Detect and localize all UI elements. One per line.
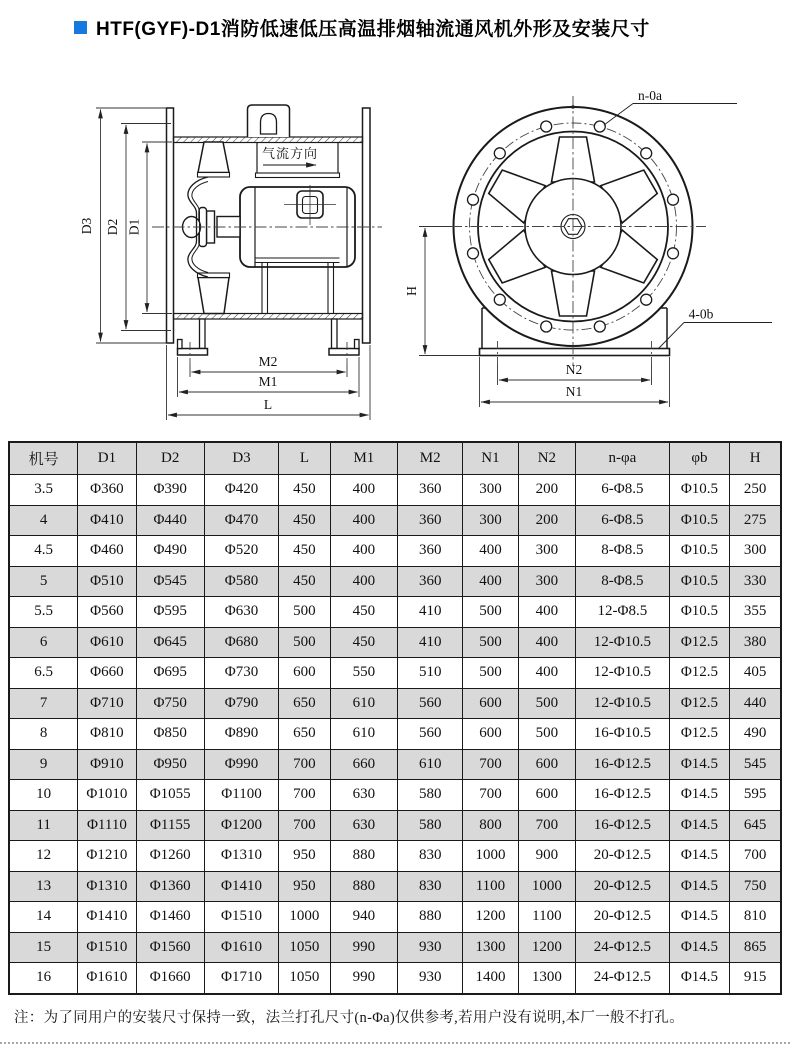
airflow-direction-label: 气流方向: [261, 146, 319, 161]
table-cell: 500: [463, 597, 518, 628]
table-cell: 6-Φ8.5: [576, 475, 669, 506]
table-cell: 510: [398, 658, 463, 689]
table-cell: Φ14.5: [669, 963, 730, 994]
table-cell: 500: [279, 597, 330, 628]
table-cell: 545: [730, 749, 781, 780]
table-cell: 600: [518, 749, 576, 780]
table-cell: 400: [518, 627, 576, 658]
table-cell: Φ1560: [136, 932, 204, 963]
base-holes-label: 4-0b: [688, 306, 714, 322]
dim-label-l: L: [263, 397, 273, 412]
table-cell: Φ810: [78, 719, 136, 750]
column-header: N2: [518, 442, 576, 475]
table-cell: 560: [398, 688, 463, 719]
table-row: [9, 505, 781, 536]
table-row: [9, 475, 781, 506]
column-header: 机号: [9, 442, 78, 475]
table-cell: Φ14.5: [669, 902, 730, 933]
table-header-row: [9, 442, 781, 475]
table-row: [9, 902, 781, 933]
table-cell: Φ360: [78, 475, 136, 506]
table-cell: Φ510: [78, 566, 136, 597]
title-bullet-icon: [74, 21, 87, 34]
table-cell: 12-Φ10.5: [576, 658, 669, 689]
dimension-table: [8, 441, 782, 995]
table-cell: Φ10.5: [669, 566, 730, 597]
table-cell: Φ630: [204, 597, 278, 628]
table-cell: 440: [730, 688, 781, 719]
table-cell: Φ10.5: [669, 597, 730, 628]
table-row: [9, 597, 781, 628]
table-cell: 400: [518, 597, 576, 628]
table-cell: Φ520: [204, 536, 278, 567]
column-header: D2: [136, 442, 204, 475]
table-cell: Φ10.5: [669, 505, 730, 536]
table-cell: 830: [398, 841, 463, 872]
table-cell: 5.5: [9, 597, 78, 628]
table-cell: 990: [330, 963, 398, 994]
table-cell: Φ1410: [78, 902, 136, 933]
table-cell: Φ1310: [78, 871, 136, 902]
table-cell: 800: [463, 810, 518, 841]
table-row: [9, 963, 781, 994]
table-cell: Φ1210: [78, 841, 136, 872]
table-cell: 450: [279, 475, 330, 506]
table-cell: Φ1510: [78, 932, 136, 963]
table-row: [9, 810, 781, 841]
table-cell: 560: [398, 719, 463, 750]
footnote: 注：为了同用户的安装尺寸保持一致，法兰打孔尺寸(n-Φa)仅供参考,若用户没有说明,本厂一般不打孔。: [14, 1010, 685, 1026]
table-cell: 550: [330, 658, 398, 689]
table-cell: Φ470: [204, 505, 278, 536]
inlet-flange: [167, 108, 174, 343]
table-cell: 400: [330, 566, 398, 597]
table-row: [9, 719, 781, 750]
table-cell: 950: [279, 841, 330, 872]
table-row: [9, 688, 781, 719]
table-cell: Φ1260: [136, 841, 204, 872]
table-cell: 10: [9, 780, 78, 811]
table-cell: Φ420: [204, 475, 278, 506]
table-cell: 9: [9, 749, 78, 780]
table-cell: 6.5: [9, 658, 78, 689]
table-cell: Φ890: [204, 719, 278, 750]
table-cell: 400: [330, 505, 398, 536]
table-cell: 400: [330, 475, 398, 506]
table-cell: 1100: [463, 871, 518, 902]
table-cell: Φ910: [78, 749, 136, 780]
table-cell: 360: [398, 566, 463, 597]
column-header: H: [730, 442, 781, 475]
dim-label-d1: D1: [126, 218, 142, 236]
table-cell: 500: [518, 688, 576, 719]
dim-label-m1: M1: [258, 374, 278, 389]
table-cell: 1200: [463, 902, 518, 933]
table-cell: Φ14.5: [669, 780, 730, 811]
table-cell: 410: [398, 627, 463, 658]
table-cell: 880: [398, 902, 463, 933]
table-cell: Φ1610: [78, 963, 136, 994]
table-cell: 610: [398, 749, 463, 780]
table-cell: 645: [730, 810, 781, 841]
table-cell: 360: [398, 505, 463, 536]
table-cell: 8-Φ8.5: [576, 566, 669, 597]
table-cell: Φ1310: [204, 841, 278, 872]
table-cell: Φ12.5: [669, 719, 730, 750]
table-cell: Φ1610: [204, 932, 278, 963]
table-cell: 1100: [518, 902, 576, 933]
table-cell: Φ660: [78, 658, 136, 689]
table-cell: 3.5: [9, 475, 78, 506]
table-cell: 24-Φ12.5: [576, 932, 669, 963]
column-header: φb: [669, 442, 730, 475]
table-row: [9, 780, 781, 811]
table-cell: 300: [730, 536, 781, 567]
table-cell: 650: [279, 688, 330, 719]
table-header: [9, 442, 781, 475]
table-cell: 450: [330, 627, 398, 658]
table-cell: Φ12.5: [669, 658, 730, 689]
table-cell: Φ1155: [136, 810, 204, 841]
table-cell: 880: [330, 871, 398, 902]
table-cell: Φ1100: [204, 780, 278, 811]
table-cell: 6: [9, 627, 78, 658]
table-cell: Φ1660: [136, 963, 204, 994]
table-cell: 16: [9, 963, 78, 994]
table-cell: 1400: [463, 963, 518, 994]
table-cell: 580: [398, 810, 463, 841]
table-cell: 600: [279, 658, 330, 689]
table-cell: 400: [463, 536, 518, 567]
table-cell: 595: [730, 780, 781, 811]
table-cell: 300: [463, 475, 518, 506]
table-cell: Φ390: [136, 475, 204, 506]
table-row: [9, 749, 781, 780]
table-cell: 380: [730, 627, 781, 658]
table-cell: 630: [330, 810, 398, 841]
table-cell: 8: [9, 719, 78, 750]
table-cell: 20-Φ12.5: [576, 841, 669, 872]
table-cell: 13: [9, 871, 78, 902]
motor-cradle-top: [256, 173, 340, 178]
dim-label-n1: N1: [565, 384, 583, 399]
table-cell: 300: [518, 566, 576, 597]
table-cell: 610: [330, 719, 398, 750]
table-cell: 1000: [279, 902, 330, 933]
outlet-flange: [363, 108, 371, 343]
table-cell: 400: [330, 536, 398, 567]
table-cell: 500: [463, 658, 518, 689]
table-cell: 20-Φ12.5: [576, 902, 669, 933]
table-cell: Φ560: [78, 597, 136, 628]
table-cell: 16-Φ12.5: [576, 749, 669, 780]
table-cell: Φ610: [78, 627, 136, 658]
casing-bottom-wall: [174, 314, 363, 320]
table-cell: 660: [330, 749, 398, 780]
table-cell: 12: [9, 841, 78, 872]
front-view-drawing: [404, 88, 772, 407]
table-cell: Φ1410: [204, 871, 278, 902]
table-cell: 1300: [518, 963, 576, 994]
dim-label-d2: D2: [105, 218, 120, 236]
table-cell: 630: [330, 780, 398, 811]
table-cell: Φ440: [136, 505, 204, 536]
table-cell: 450: [279, 566, 330, 597]
mounting-foot-left: [178, 319, 208, 355]
table-cell: 580: [398, 780, 463, 811]
table-cell: 1000: [463, 841, 518, 872]
table-cell: 500: [518, 719, 576, 750]
table-cell: 700: [279, 749, 330, 780]
table-cell: Φ1200: [204, 810, 278, 841]
table-cell: 650: [279, 719, 330, 750]
table-cell: 900: [518, 841, 576, 872]
table-cell: 200: [518, 475, 576, 506]
table-cell: 450: [279, 536, 330, 567]
dim-label-d3: D3: [79, 217, 94, 235]
table-row: [9, 627, 781, 658]
column-header: D3: [204, 442, 278, 475]
fan-dimension-drawing: [0, 70, 790, 435]
table-cell: 360: [398, 475, 463, 506]
table-cell: Φ460: [78, 536, 136, 567]
table-cell: 930: [398, 963, 463, 994]
table-cell: Φ730: [204, 658, 278, 689]
table-cell: Φ580: [204, 566, 278, 597]
table-row: [9, 566, 781, 597]
table-cell: 300: [518, 536, 576, 567]
table-cell: 5: [9, 566, 78, 597]
column-header: M2: [398, 442, 463, 475]
dotted-separator: [0, 1042, 790, 1044]
table-row: [9, 871, 781, 902]
table-cell: 600: [463, 688, 518, 719]
table-cell: Φ990: [204, 749, 278, 780]
table-cell: 1200: [518, 932, 576, 963]
table-cell: 14: [9, 902, 78, 933]
table-cell: 1050: [279, 932, 330, 963]
table-cell: 16-Φ10.5: [576, 719, 669, 750]
table-row: [9, 536, 781, 567]
flange-holes-label: n-0a: [638, 88, 662, 103]
table-cell: 20-Φ12.5: [576, 871, 669, 902]
table-cell: 400: [463, 566, 518, 597]
table-cell: 250: [730, 475, 781, 506]
table-cell: Φ790: [204, 688, 278, 719]
table-cell: 8-Φ8.5: [576, 536, 669, 567]
column-header: n-φa: [576, 442, 669, 475]
table-cell: Φ490: [136, 536, 204, 567]
table-cell: 600: [518, 780, 576, 811]
table-cell: 750: [730, 871, 781, 902]
table-cell: 410: [398, 597, 463, 628]
table-cell: Φ710: [78, 688, 136, 719]
table-cell: Φ14.5: [669, 810, 730, 841]
table-cell: 360: [398, 536, 463, 567]
table-cell: Φ12.5: [669, 627, 730, 658]
mounting-foot-right: [329, 319, 359, 355]
table-cell: 700: [730, 841, 781, 872]
dim-label-h: H: [404, 286, 419, 296]
table-cell: Φ12.5: [669, 688, 730, 719]
impeller-blade-top: [198, 142, 229, 173]
table-cell: Φ750: [136, 688, 204, 719]
dim-label-m2: M2: [258, 354, 278, 369]
side-view-drawing: [79, 105, 382, 420]
table-cell: 1050: [279, 963, 330, 994]
table-cell: 330: [730, 566, 781, 597]
table-cell: 1300: [463, 932, 518, 963]
table-cell: 275: [730, 505, 781, 536]
table-cell: 12-Φ10.5: [576, 627, 669, 658]
table-cell: Φ680: [204, 627, 278, 658]
table-cell: Φ1360: [136, 871, 204, 902]
dim-label-n2: N2: [565, 362, 583, 377]
table-cell: 450: [330, 597, 398, 628]
lifting-lug-hole: [261, 114, 277, 135]
table-cell: 490: [730, 719, 781, 750]
table-cell: 300: [463, 505, 518, 536]
table-row: [9, 932, 781, 963]
page-title-text: HTF(GYF)-D1消防低速低压高温排烟轴流通风机外形及安装尺寸: [96, 19, 650, 40]
table-cell: 12-Φ10.5: [576, 688, 669, 719]
table-cell: 500: [463, 627, 518, 658]
column-header: M1: [330, 442, 398, 475]
table-cell: 700: [279, 810, 330, 841]
technical-drawing: [0, 70, 790, 435]
table-cell: 810: [730, 902, 781, 933]
table-cell: 16-Φ12.5: [576, 810, 669, 841]
table-cell: Φ1010: [78, 780, 136, 811]
table-cell: Φ950: [136, 749, 204, 780]
base-plate: [480, 349, 670, 356]
table-cell: 405: [730, 658, 781, 689]
table-cell: Φ14.5: [669, 749, 730, 780]
column-header: L: [279, 442, 330, 475]
table-cell: 11: [9, 810, 78, 841]
table-cell: 990: [330, 932, 398, 963]
table-cell: Φ14.5: [669, 841, 730, 872]
table-cell: Φ695: [136, 658, 204, 689]
table-cell: 880: [330, 841, 398, 872]
column-header: D1: [78, 442, 136, 475]
table-cell: 6-Φ8.5: [576, 505, 669, 536]
table-cell: 1000: [518, 871, 576, 902]
table-cell: 610: [330, 688, 398, 719]
table-cell: 4.5: [9, 536, 78, 567]
table-cell: Φ1110: [78, 810, 136, 841]
table-cell: 915: [730, 963, 781, 994]
page-title: [74, 14, 650, 41]
table-row: [9, 841, 781, 872]
table-cell: Φ10.5: [669, 475, 730, 506]
table-cell: 930: [398, 932, 463, 963]
table-cell: 15: [9, 932, 78, 963]
table-cell: 950: [279, 871, 330, 902]
table-cell: 355: [730, 597, 781, 628]
table-cell: 700: [463, 749, 518, 780]
table-cell: 700: [279, 780, 330, 811]
table-cell: 700: [518, 810, 576, 841]
table-cell: Φ545: [136, 566, 204, 597]
table-cell: 24-Φ12.5: [576, 963, 669, 994]
table-cell: Φ1055: [136, 780, 204, 811]
table-cell: 865: [730, 932, 781, 963]
table-cell: 400: [518, 658, 576, 689]
table-cell: 450: [279, 505, 330, 536]
table-cell: Φ10.5: [669, 536, 730, 567]
table-cell: Φ645: [136, 627, 204, 658]
table-cell: 940: [330, 902, 398, 933]
table-cell: Φ595: [136, 597, 204, 628]
table-cell: Φ1710: [204, 963, 278, 994]
base-holes-callout: [658, 323, 772, 350]
table-row: [9, 658, 781, 689]
table-cell: 12-Φ8.5: [576, 597, 669, 628]
column-header: N1: [463, 442, 518, 475]
table-cell: Φ1510: [204, 902, 278, 933]
table-cell: Φ410: [78, 505, 136, 536]
table-cell: 500: [279, 627, 330, 658]
table-cell: Φ850: [136, 719, 204, 750]
table-cell: Φ14.5: [669, 932, 730, 963]
table-cell: 4: [9, 505, 78, 536]
impeller-blade-bottom: [198, 278, 229, 314]
casing-top-wall: [174, 137, 363, 143]
table-body: [9, 475, 781, 994]
table-cell: 16-Φ12.5: [576, 780, 669, 811]
table-cell: 700: [463, 780, 518, 811]
table-cell: 200: [518, 505, 576, 536]
table-cell: 7: [9, 688, 78, 719]
table-cell: 600: [463, 719, 518, 750]
table-cell: Φ14.5: [669, 871, 730, 902]
table-cell: Φ1460: [136, 902, 204, 933]
table-cell: 830: [398, 871, 463, 902]
